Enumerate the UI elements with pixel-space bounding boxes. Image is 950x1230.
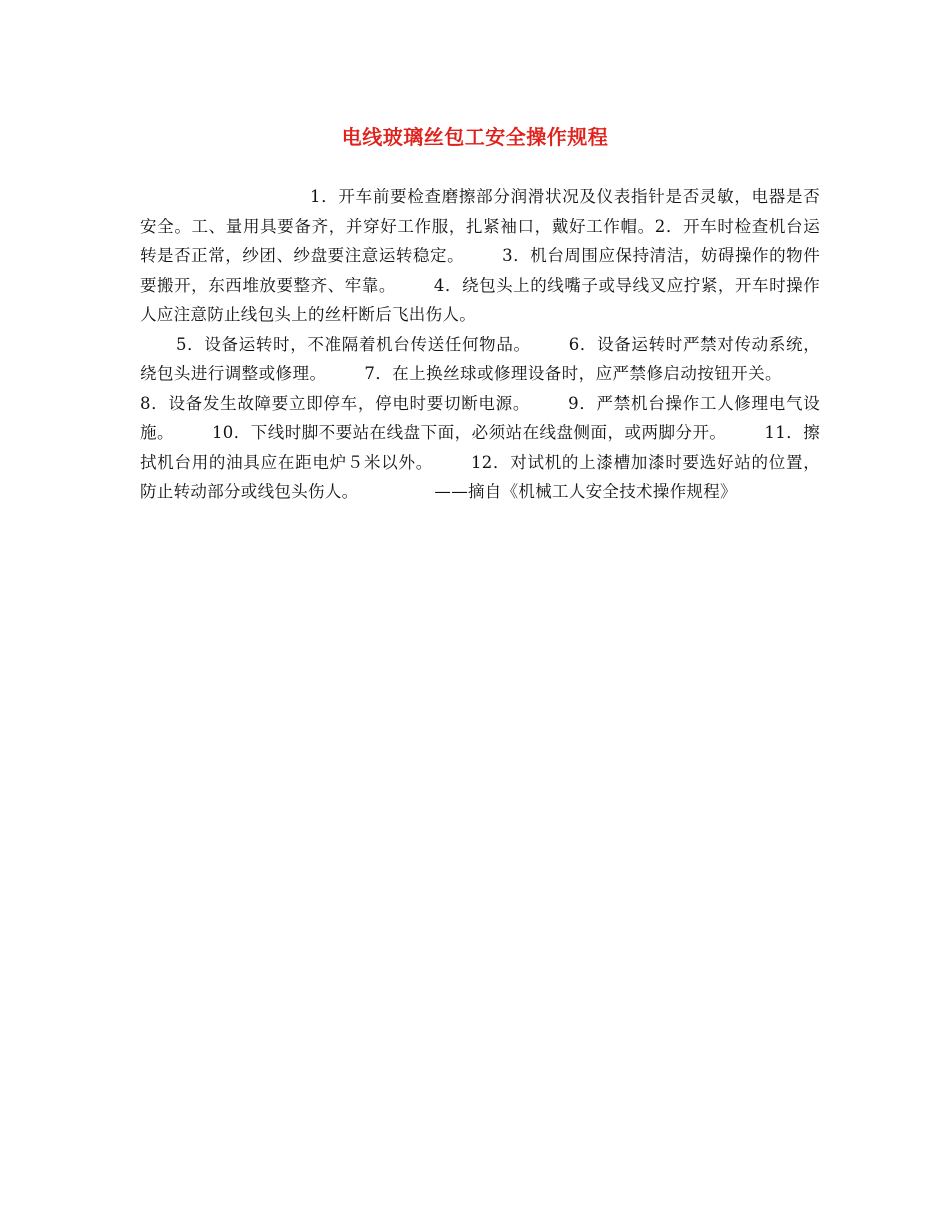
rule-item-11: 11．擦拭机台用的油具应在距电炉５米以外。 [140,423,820,472]
paragraph-1 [140,182,820,330]
paragraph-2 [140,330,820,507]
rule-item-9: 9．严禁机台操作工人修理电气设施。 [140,393,820,442]
rule-item-7: 7．在上换丝球或修理设备时，应严禁修启动按钮开关。 [364,364,782,383]
rule-item-6: 6．设备运转时严禁对传动系统，绕包头进行调整或修理。 [140,334,820,383]
rule-item-2: 2．开车时检查机台运转是否正常，纱团、纱盘要注意运转稳定。 [140,216,821,265]
rule-item-10: 10．下线时脚不要站在线盘下面，必须站在线盘侧面，或两脚分开。 [211,423,727,442]
rule-item-3: 3．机台周围应保持清洁，妨碍操作的物件要搬开，东西堆放要整齐、牢靠。 [140,246,821,295]
rule-item-4: 4．绕包头上的线嘴子或导线叉应拧紧，开车时操作人应注意防止线包头上的丝杆断后飞出伤人。 [140,275,820,324]
rule-item-12: 12．对试机的上漆槽加漆时要选好站的位置，防止转动部分或线包头伤人。 [140,452,820,501]
document-body [140,182,820,507]
rule-item-8: 8．设备发生故障要立即停车，停电时要切断电源。 [140,393,531,413]
rule-item-5: 5．设备运转时，不准隔着机台传送任何物品。 [176,334,531,354]
rule-item-1: 1．开车前要检查磨擦部分润滑状况及仪表指针是否灵敏，电器是否安全。工、量用具要备齐，并穿好工作服，扎紧袖口，戴好工作帽。 [140,187,820,236]
document-title: 电线玻璃丝包工安全操作规程 [341,125,609,149]
source-citation: ——摘自《机械工人安全技术操作规程》 [434,482,737,501]
